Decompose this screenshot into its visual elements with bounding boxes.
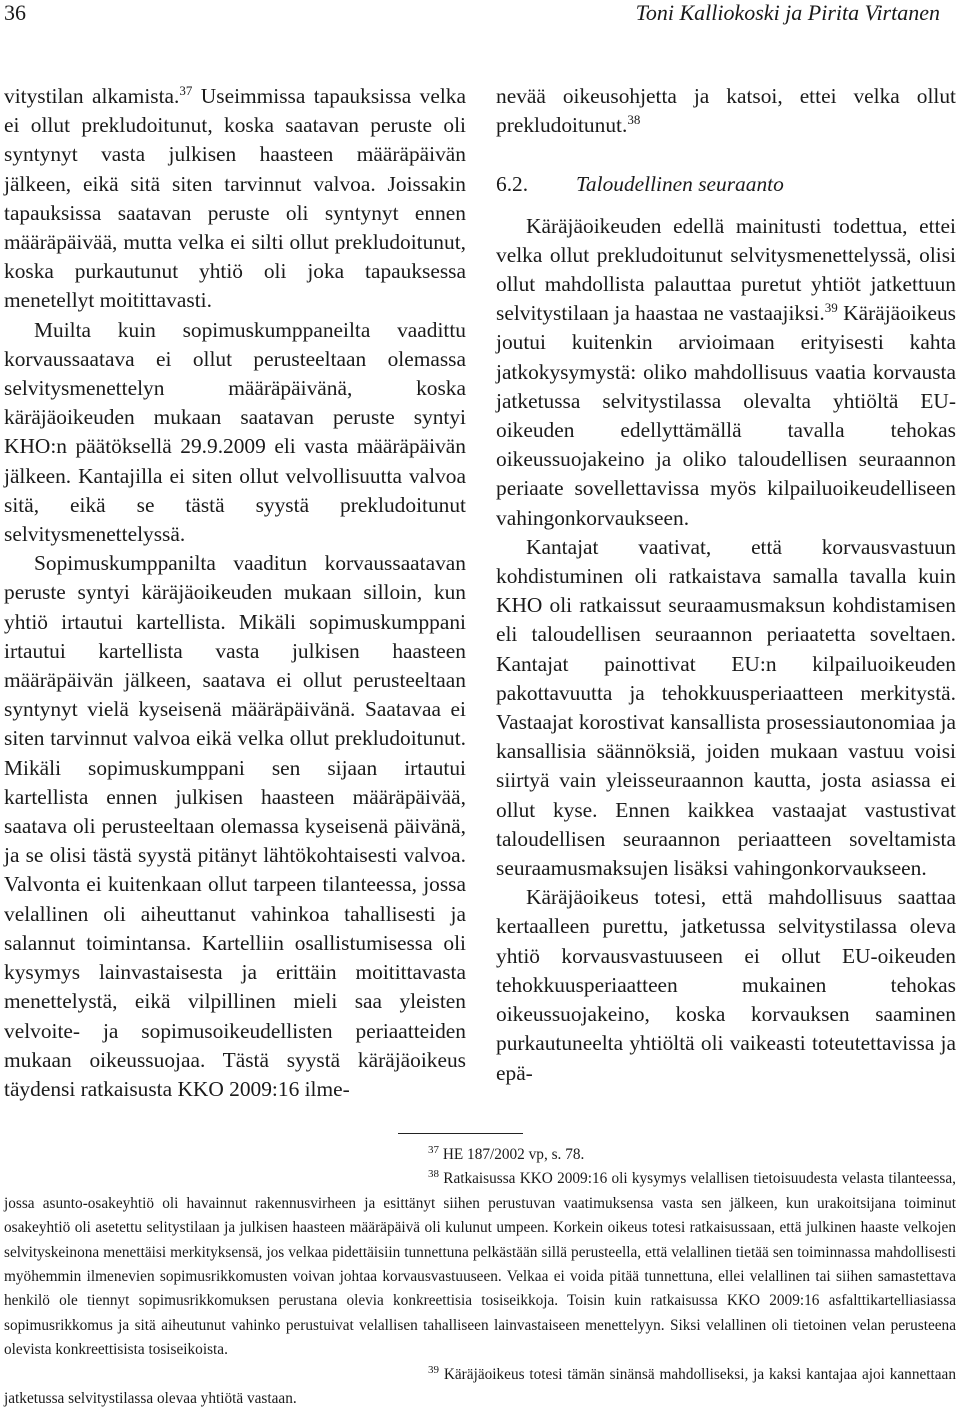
footnote-number: 38 — [428, 1168, 439, 1181]
footnote-text: HE 187/2002 vp, s. 78. — [439, 1146, 585, 1163]
footnote — [4, 1167, 956, 1362]
paragraph — [496, 212, 956, 533]
footnote-text: Ratkaisussa KKO 2009:16 oli kysymys velallisen tietoisuudesta velasta tilanteessa, jossa asunto-osakeyhtiö oli havainnut rakennusvirheen ja esittänyt siihen perustuvan vaatimuksensa vasta sen jälkeen, kun urakoitsijana toiminut osakeyhtiö oli asetettu selitystilaan ja julkisen haasteen määräpäivä oli kulunut umpeen. Korkein oikeus totesi ratkaisussaan, että julkinen haaste velkojen selvityskeinona menettäisi merkityksensä, jos velkaa pidettäisiin tunnettuna pelkästään sillä perusteella, että velallinen tietää sen toiminnassa mahdollisesti myöhemmin ilmenevien sopimusrikkomusten voivan johtaa korvausvastuuseen. Velkaa ei voida pitää tunnettuna, ellei velallinen tai siihen samastettava henkilö ole tiennyt sopimusrikkomuksen perustana olevia konkreettisia tosiseikkoja. Toisin kuin ratkaisussa KKO 2009:16 asfalttikartelliasiassa sopimusrikkomus ja sitä aiheutunut vahinko perustuivat velallisen tahalliseen lainvastaiseen menettelyyn. Siksi velallinen oli tietoinen velan perusteena olevista konkreettisista tosiseikoista. — [4, 1170, 956, 1359]
footnote-number: 37 — [428, 1143, 439, 1156]
footnote-ref[interactable]: 37 — [179, 82, 193, 98]
paragraph-text: Käräjäoikeus joutui kuitenkin arvioimaan erityisesti kahta jatkokysymystä: oliko mahdollisuus vaatia korvausta jatketussa selvitystilassa olevalta yhtiöltä EU-oikeuden edellyttämällä tavalla tehokas oikeussuojakeino ja oliko taloudellisen seuraannon periaate sovellettavissa myös kilpailuoikeudelliseen vahingonkorvaukseen. — [496, 301, 956, 530]
paragraph: Käräjäoikeus totesi, että mahdollisuus saattaa kertaalleen purettu, jatketussa selvitystilassa oleva yhtiö korvausvastuuseen ei ollut EU-oikeuden tehokkuusperiaatteen mukainen tehokas oikeussuojakeino, koska korvauksen saaminen purkautuneelta yhtiöltä oli vaikeasti toteutettavissa ja epä- — [496, 885, 956, 1085]
page-number: 36 — [4, 0, 26, 25]
paragraph — [4, 82, 466, 316]
paragraph: Sopimuskumppanilta vaaditun korvaussaatavan peruste syntyi käräjäoikeuden mukaan silloin, kun yhtiö irtautui kartellista. Mikäli sopimuskumppani irtautui kartellista vasta julkisen haasteen määräpäivän jälkeen, saatava ei ollut perusteeltaan syntynyt vielä kyseisenä määräpäivänä. Saatavaa ei siten tarvinnut valvoa eikä velka ollut prekludoitunut. Mikäli sopimuskumppani sen sijaan irtautui kartellista ennen julkisen haasteen määräpäivää, saatava oli perusteeltaan olemassa kyseisenä päivänä, ja se olisi tästä syystä pitänyt lähtökohtaisesti valvoa. Valvonta ei kuitenkaan ollut tarpeen tilanteessa, jossa velallinen oli aiheuttanut vahinkoa tahallisesti ja salannut toimintansa. Kartelliin osallistumisessa oli kysymys lainvastaisesta ja erittäin moitittavasta menettelystä, eikä vilpillinen mieli saa yleisten velvoite- ja sopimusoikeudellisten periaatteiden mukaan oikeussuojaa. Tästä syystä käräjäoikeus täydensi ratkaisusta KKO 2009:16 ilme- — [4, 551, 466, 1101]
footnote-text: Käräjäoikeus totesi tämän sinänsä mahdolliseksi, ja kaksi kantajaa ajoi kannettaan jatketussa selvitystilassa olevaa yhtiötä vastaan. — [4, 1365, 956, 1408]
paragraph: Muilta kuin sopimuskumppaneilta vaadittu korvaussaatava ei ollut perusteeltaan olemassa selvitysmenettelyn määräpäivänä, koska käräjäoikeuden mukaan saatavan peruste syntyi KHO:n päätöksellä 29.9.2009 eli vasta määräpäivän jälkeen. Kantajilla ei siten ollut velvollisuutta valvoa sitä, eikä se tästä syystä prekludoitunut selvitysmenettelyssä. — [4, 317, 466, 547]
right-column — [496, 82, 956, 1088]
paragraph — [496, 82, 956, 140]
footnote-ref[interactable]: 38 — [627, 112, 641, 128]
paragraph-text: Käräjäoikeuden edellä mainitusti todettua, ettei velka ollut prekludoitunut selvitysmenettelyssä, olisi ollut mahdollista palauttaa puretut yhtiöt jatkettuun selvitystilaan ja haastaa ne vastaajiksi. — [496, 213, 956, 326]
page-header — [0, 0, 960, 40]
footnote-ref[interactable]: 39 — [824, 300, 838, 316]
paragraph-text: nevää oikeusohjetta ja katsoi, ettei velka ollut prekludoitunut. — [496, 84, 956, 138]
footnote — [4, 1143, 956, 1167]
running-head: Toni Kalliokoski ja Pirita Virtanen — [635, 0, 940, 25]
footnote-divider — [398, 1133, 523, 1134]
section-heading — [496, 170, 956, 199]
footnote — [4, 1363, 956, 1412]
paragraph-text: vitystilan alkamista. — [4, 84, 180, 108]
paragraph-text: Useimmissa tapauksissa velka ei ollut prekludoitunut, koska saatavan peruste oli syntynyt vasta julkisen haasteen määräpäivän jälkeen, eikä sitä siten tarvinnut valvoa. Joissakin tapauksissa saatavan peruste oli syntynyt ennen määräpäivää, mutta velka ei silti ollut prekludoitunut, koska purkautunut yhtiö oli joka tapauksessa menetellyt moitittavasti. — [4, 84, 466, 313]
section-title: Taloudellinen seuraanto — [576, 172, 784, 197]
footnote-number: 39 — [428, 1363, 439, 1376]
left-column — [4, 82, 466, 1104]
section-number: 6.2. — [496, 172, 529, 197]
footnotes — [4, 1143, 956, 1411]
paragraph: Kantajat vaativat, että korvausvastuun kohdistuminen oli ratkaistava samalla tavalla kuin KHO oli ratkaissut seuraamusmaksun kohdistamisen eli taloudellisen seuraannon periaatetta soveltaen. Kantajat painottivat EU:n kilpailuoikeuden pakottavuutta ja tehokkuusperiaatteen merkitystä. Vastaajat korostivat kansallista prosessiautonomiaa ja kansallisia säännöksiä, joiden mukaan vastuu voisi siirtyä vain yleisseuraannon kautta, josta asiassa ei ollut kyse. Ennen kaikkea vastaajat vastustivat taloudellisen seuraannon periaatteen soveltamista seuraamusmaksujen lisäksi vahingonkorvaukseen. — [496, 534, 956, 881]
